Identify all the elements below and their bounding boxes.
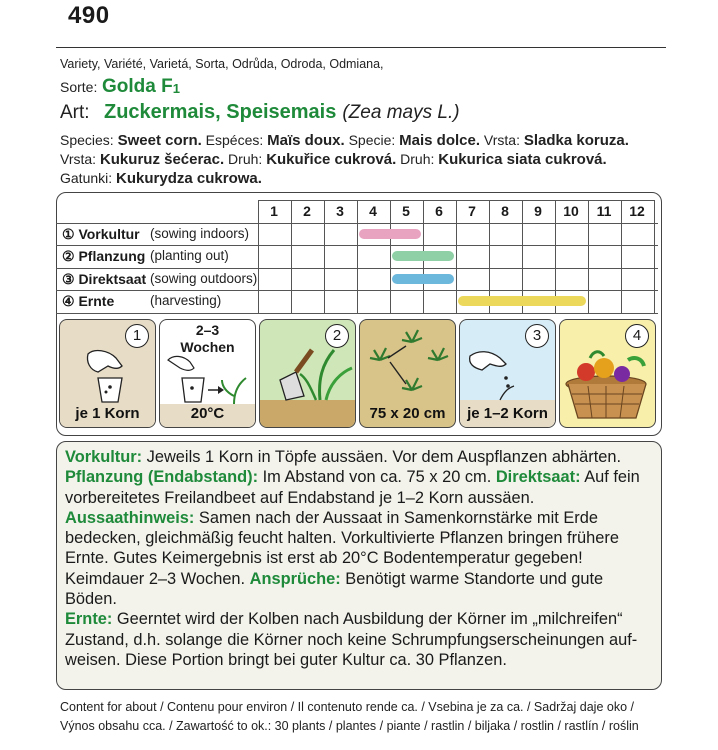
latin-name: (Zea mays L.)	[342, 102, 460, 123]
instruction-line	[65, 569, 653, 610]
instruction-line	[65, 548, 653, 568]
calendar-month-label: 12	[629, 203, 645, 219]
header-divider	[56, 47, 666, 48]
calendar-period-bar	[392, 274, 454, 284]
species-translated-name: Kukurydza cukrowa.	[116, 170, 262, 187]
instruction-line	[65, 488, 653, 508]
variety-languages: Variety, Variété, Varietá, Sorta, Odrůda, Odroda, Odmiana,	[60, 57, 384, 71]
art-label: Art:	[60, 102, 90, 123]
instruction-line	[65, 528, 653, 548]
variety-name: Golda $F_1$	[102, 76, 180, 97]
species-line	[60, 101, 460, 124]
species-translated-name: Sladka koruza.	[523, 132, 629, 149]
pictogram-tile	[259, 319, 356, 428]
calendar-period-bar	[458, 296, 586, 306]
calendar-month-label: 5	[402, 203, 410, 219]
pictogram-duration-value: 2–3	[195, 322, 220, 338]
calendar-period-bar	[392, 251, 454, 261]
species-translations-line-2	[60, 150, 607, 169]
calendar-month-label: 6	[435, 203, 443, 219]
species-lang-label: Vrsta:	[480, 132, 524, 148]
instruction-text: Auf fein	[580, 468, 640, 487]
calendar-month-label: 7	[468, 203, 476, 219]
pictogram-step-number: 3	[525, 324, 549, 348]
pictogram-step-number: 2	[325, 324, 349, 348]
instruction-text: Keimdauer 2–3 Wochen.	[65, 569, 250, 588]
variety-name-subscript: 1	[172, 81, 180, 96]
pictogram-tile	[59, 319, 156, 428]
calendar-month-line	[654, 200, 655, 313]
instruction-line	[65, 650, 653, 670]
instruction-text: Jeweils 1 Korn in Töpfe aussäen. Vor dem Auspflanzen abhärten.	[142, 448, 622, 466]
species-translated-name: Sweet corn.	[117, 132, 202, 149]
calendar-month-label: 4	[369, 203, 377, 219]
calendar-month-label: 9	[534, 203, 542, 219]
calendar-period-bar	[359, 229, 421, 239]
calendar-month-label: 10	[563, 203, 579, 219]
instruction-text: weisen. Diese Portion bringt bei guter Kultur ca. 30 Pflanzen.	[65, 650, 507, 669]
instruction-line	[65, 467, 653, 487]
pictogram-caption: je 1 Korn	[75, 405, 140, 422]
instruction-text: Ernte. Gutes Keimergebnis ist erst ab 20°C Bodentemperatur gegeben!	[65, 549, 583, 568]
species-translated-name: Kukuřice cukrová.	[266, 151, 397, 168]
calendar-month-label: 1	[270, 203, 278, 219]
instruction-line	[65, 609, 653, 629]
species-translations-line-1	[60, 131, 629, 150]
instruction-line	[65, 508, 653, 528]
species-translated-name: Maïs doux.	[267, 132, 345, 149]
species-translated-name: Kukurica siata cukrová.	[438, 151, 607, 168]
calendar-month-label: 11	[596, 203, 612, 219]
species-translated-name: Mais dolce.	[399, 132, 481, 149]
pictogram-tile	[459, 319, 556, 428]
calendar-month-label: 8	[501, 203, 509, 219]
instruction-text: Im Abstand von ca. 75 x 20 cm.	[258, 468, 496, 487]
pictogram-step-number: 1	[125, 324, 149, 348]
product-code: 490	[68, 2, 110, 29]
calendar-row-description: (planting out)	[150, 248, 229, 263]
instruction-text: bedecken, gleichmäßig feucht halten. Vorkultivierte Pflanzen bringen frühere	[65, 529, 619, 548]
pictogram-caption: je 1–2 Korn	[467, 405, 548, 422]
calendar-month-label: 3	[336, 203, 344, 219]
species-lang-label: Specie:	[344, 132, 400, 148]
variety-line	[60, 76, 180, 98]
pictogram-step-number: 4	[625, 324, 649, 348]
species-lang-label: Druh:	[224, 151, 267, 167]
species-lang-label: Gatunki:	[60, 170, 117, 186]
species-name: Zuckermais, Speisemais	[104, 101, 337, 123]
pictogram-tile	[559, 319, 656, 428]
content-line-2: Výnos obsahu cca. / Zawartość to ok.: 30 plants / plantes / piante / rastlin / biljaka / rostlin / rastlín / roślin	[60, 719, 639, 733]
species-lang-label: Species:	[60, 132, 118, 148]
species-translations-line-3	[60, 169, 262, 188]
pictogram-caption: 20°C	[190, 405, 225, 422]
instruction-heading: Aussaathinweis:	[65, 508, 195, 527]
instruction-heading: Direktsaat:	[495, 468, 581, 487]
calendar-row-label: ④ Ernte	[62, 293, 115, 309]
instruction-text: vorbereitetes Freilandbeet auf Endabstand je 1–2 Korn aussäen.	[65, 488, 535, 507]
instruction-line	[65, 630, 653, 650]
instruction-heading: Pflanzung (Endabstand):	[65, 468, 259, 487]
instruction-text: Samen nach der Aussaat in Samenkornstärke mit Erde	[194, 508, 598, 527]
pictogram-tile	[159, 319, 256, 428]
pictogram-tile	[359, 319, 456, 428]
pictogram-duration-unit: Wochen	[180, 339, 235, 355]
instruction-heading: Vorkultur:	[65, 448, 143, 466]
species-lang-label: Vrsta:	[60, 151, 100, 167]
calendar-month-label: 2	[303, 203, 311, 219]
instruction-text: Geerntet wird der Kolben nach Ausbildung der Körner im „milchreifen“	[112, 610, 623, 629]
instruction-line	[65, 447, 653, 467]
calendar-row-label: ① Vorkultur	[62, 225, 140, 242]
instruction-text: Benötigt warme Standorte und gute Böden.	[65, 569, 604, 609]
instruction-heading: Ernte:	[65, 610, 113, 629]
instruction-heading: Ansprüche:	[249, 569, 341, 588]
pictogram-duration-label	[160, 322, 255, 356]
sorte-label: Sorte:	[60, 79, 98, 95]
calendar-row-description: (harvesting)	[150, 293, 222, 308]
calendar-row-description: (sowing indoors)	[150, 225, 250, 241]
pictogram-caption: 75 x 20 cm	[369, 405, 446, 422]
species-lang-label: Druh:	[396, 151, 439, 167]
content-line-1: Content for about / Contenu pour environ / Il contenuto rende ca. / Vsebina je za ca. / Sadržaj daje oko /	[60, 700, 634, 714]
calendar-row-label: ③ Direktsaat	[62, 270, 147, 287]
species-translated-name: Kukuruz šećerac.	[99, 151, 225, 168]
calendar-row-line	[56, 313, 658, 314]
instructions-box	[56, 441, 662, 690]
calendar-row-label: ② Pflanzung	[62, 248, 146, 264]
instruction-text: Zustand, d.h. solange die Körner noch keine Schrumpfungserscheinungen auf-	[65, 630, 638, 649]
species-lang-label: Espéces:	[201, 132, 268, 148]
calendar-row-description: (sowing outdoors)	[150, 270, 258, 286]
